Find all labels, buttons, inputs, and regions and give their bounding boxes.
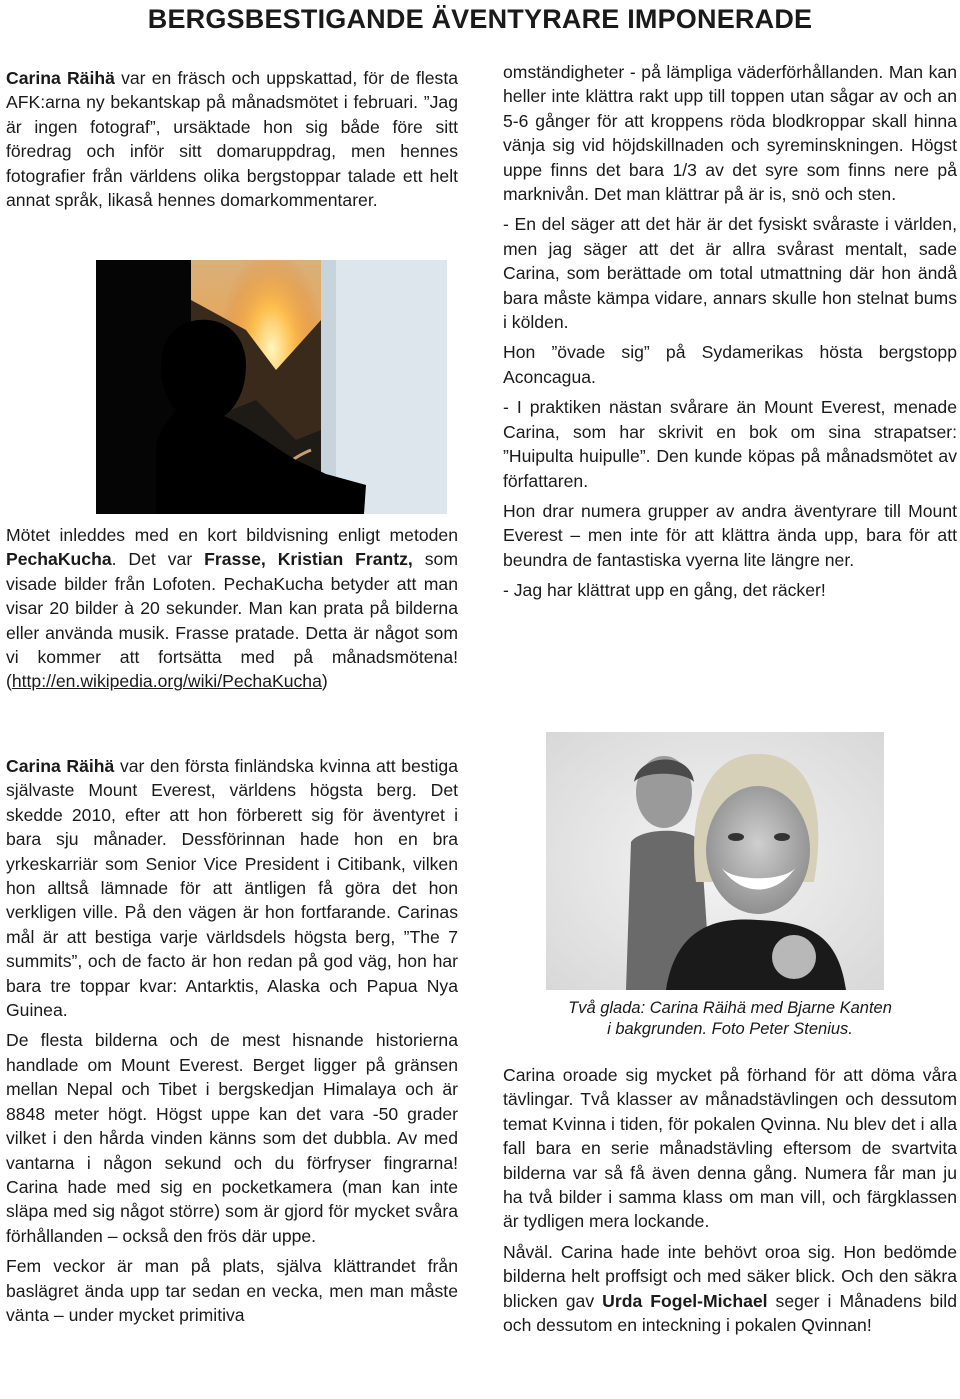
bio-paragraph-2: De flesta bilderna och de mest hisnande historierna handlade om Mount Everest. Berget ligger på gränsen mellan Nepal och Tibet i bergskedjan Himalaya och är 8848 meter högt. Högst uppe kan det vara -50 grader vilket i den hårda vinden känns som det dubbla. Av med vantarna i någon sekund och du förfryser fingrarna! Carina hade med sig en pocketkamera (man kan inte släpa med sig något större) som är gjord för mycket svåra förhållanden – också den frös där uppe. (6, 1030, 458, 1246)
bio-name: Carina Räihä (6, 756, 115, 776)
right-paragraph-2: - En del säger att det här är det fysiskt svåraste i världen, men jag säger att det är allra svårast mentalt, sade Carina, som berättade om total utmattning där hon ändå bara måste kämpa vidare, annars skulle hon stelnat bums i kölden. (503, 214, 957, 333)
slideshow-silhouette-image (96, 260, 447, 514)
competition-column (503, 1063, 957, 1343)
right-paragraph-6: - Jag har klättrat upp en gång, det räcker! (503, 580, 826, 601)
pechakucha-column (6, 523, 458, 700)
intro-column (6, 66, 458, 218)
caption-line-1: Två glada: Carina Räihä med Bjarne Kanten (568, 999, 892, 1017)
pechakucha-text-4: ) (321, 671, 328, 692)
competition-text-end: seger i Månadens bild och dessutom en inteckning i pokalen Qvinnan! (503, 1290, 957, 1336)
pechakucha-paragraph (6, 523, 458, 694)
winner-name: Urda Fogel-Michael (602, 1290, 768, 1311)
article-title: BERGSBESTIGANDE ÄVENTYRARE IMPONERADE (147, 4, 813, 34)
right-paragraph-1: omständigheter - på lämpliga väderförhållanden. Man kan heller inte klättra rakt upp till toppen utan sågar av och an 5-6 gånger för att kroppens röda blodkroppar skall hinna vänja sig vid höjdskillnaden och syreminskningen. Högst uppe finns det bara 1/3 av det syre som finns nere på marknivån. Det man klättrar på är is, snö och sten. (503, 62, 957, 205)
pechakucha-text-3: som visade bilder från Lofoten. PechaKucha betyder att man visar 20 bilder à 20 sekunder. Man kan prata på bilderna eller använda musik. Frasse pratade. Detta är något som vi kommer att fortsätta med på månadsmötena!( (6, 549, 458, 692)
presenter-name: Frasse, Kristian Frantz, (204, 549, 413, 570)
right-paragraph-3: Hon ”övade sig” på Sydamerikas hösta bergstopp Aconcagua. (503, 342, 957, 387)
right-column (503, 60, 957, 609)
right-paragraph-5: Hon drar numera grupper av andra äventyrare till Mount Everest – men inte för att klättra ända upp, bara för att beundra de fantastiska vyerna lite längre ner. (503, 500, 957, 570)
pechakucha-wiki-link[interactable]: http://en.wikipedia.org/wiki/PechaKucha (11, 671, 322, 692)
photo-caption (503, 998, 957, 1040)
bio-paragraph-1 (6, 754, 458, 1022)
competition-text: Nåväl. Carina hade inte behövt oroa sig. Hon bedömde bilderna helt proffsigt och med säker blick. Och den säkra blicken gav (503, 1241, 957, 1311)
pechakucha-term: PechaKucha (6, 549, 112, 570)
competition-paragraph-2 (503, 1240, 957, 1338)
smiling-woman-image (546, 732, 884, 990)
presenter-silhouette-photo (96, 260, 447, 514)
pechakucha-text-2: . Det var (111, 549, 205, 570)
biography-column (6, 754, 458, 1333)
caption-line-2: i bakgrunden. Foto Peter Stenius. (607, 1020, 853, 1038)
competition-paragraph-1: Carina oroade sig mycket på förhand för att döma våra tävlingar. Två klasser av månadstävlingen och dessutom temat Kvinna i tiden, för pokalen Qvinna. Nu blev det i alla fall bara en serie månadstävling eftersom de svartvita bilderna var så få även denna gång. Numera får man ju ha två bilder i samma klass om man vill, och färgklassen är tydligen mera lockande. (503, 1065, 957, 1232)
portrait-photo (546, 732, 884, 990)
right-paragraph-4: - I praktiken nästan svårare än Mount Everest, menade Carina, som har skrivit en bok om sina strapatser: ”Huipulta huipulle”. Den kunde köpas på månadsmötet av författaren. (503, 397, 957, 491)
bio-text-1: var den första finländska kvinna att bestiga självaste Mount Everest, världens högsta berg. Det skedde 2010, efter att hon förberett sig för äventyret i bara sju månader. Dessförinnan hade hon en bra yrkeskarriär som Senior Vice President i Citibank, vilken hon alltså lämnade för att äntligen få göra det hon verkligen ville. På den vägen är hon fortfarande. Carinas mål är att bestiga varje världsdels högsta berg, ”The 7 summits”, och de facto är hon redan på god väg, hon har bara tre toppar kvar: Antarktis, Alaska och Papua Nya Guinea. (6, 756, 458, 1021)
bio-paragraph-3: Fem veckor är man på plats, själva klättrandet från baslägret ända upp tar sedan en vecka, men man måste vänta – under mycket primitiva (6, 1256, 458, 1325)
pechakucha-text-1: Mötet inleddes med en kort bildvisning enligt metoden (6, 525, 458, 545)
intro-paragraph (6, 66, 458, 212)
intro-name: Carina Räihä (6, 68, 115, 88)
intro-text: var en fräsch och uppskattad, för de flesta AFK:arna ny bekantskap på månadsmötet i februari. ”Jag är ingen fotograf”, ursäktade hon sig både före sitt föredrag och inför sitt domaruppdrag, men hennes fotografier från världens olika bergstoppar talade ett helt annat språk, likaså hennes domarkommentarer. (6, 68, 458, 211)
